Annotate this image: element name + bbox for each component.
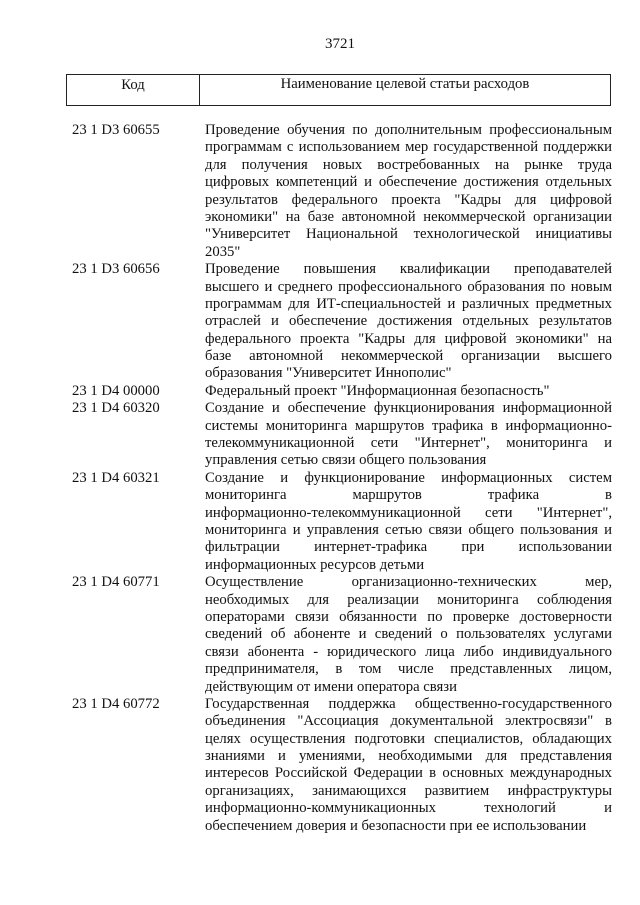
table-row xyxy=(66,696,612,835)
page-number: 3721 xyxy=(325,36,355,52)
row-description xyxy=(205,400,612,470)
table-row xyxy=(66,261,612,383)
description-line: для получения новых востребованных на рынке труда xyxy=(205,156,612,173)
row-code: 23 1 D4 60320 xyxy=(72,400,160,417)
row-description xyxy=(205,574,612,696)
description-line: информационно-телекоммуникационной сети "Интернет", xyxy=(205,504,612,521)
description-line: высшего и среднего профессионального образования по новым xyxy=(205,278,612,295)
description-line: фильтрации интернет-трафика при использовании xyxy=(205,539,612,556)
description-line: обеспечением доверия и безопасности при ее использовании xyxy=(205,817,587,834)
description-line: Проведение повышения квалификации преподавателей xyxy=(205,261,612,278)
description-line: "Университет Национальной технологической инициативы xyxy=(205,226,612,243)
description-line: информационных ресурсов детьми xyxy=(205,556,425,573)
table-row xyxy=(66,122,612,261)
description-line: федерального проекта "Кадры для цифровой экономики" на xyxy=(205,330,612,347)
row-description xyxy=(205,470,612,574)
row-code: 23 1 D4 00000 xyxy=(72,382,160,399)
description-line: экономики" на базе автономной некоммерческой организации xyxy=(205,208,612,225)
description-line: организациях, занимающихся развитием инфраструктуры xyxy=(205,782,612,799)
description-line: связи абонента - юридического лица либо индивидуального xyxy=(205,643,612,660)
description-line: интересов Российской Федерации в основных международных xyxy=(205,765,612,782)
description-line: Государственная поддержка общественно-государственного xyxy=(205,695,612,712)
table-row xyxy=(66,470,612,574)
description-line: необходимых для реализации мониторинга соблюдения xyxy=(205,591,612,608)
description-line: Федеральный проект "Информационная безопасность" xyxy=(205,382,550,399)
description-line: цифровых компетенций и обеспечение достижения отдельных xyxy=(205,174,612,191)
description-line: операторами связи обязанности по проверке достоверности xyxy=(205,608,612,625)
header-code-label: Код xyxy=(67,75,200,105)
row-description xyxy=(205,261,612,383)
row-code: 23 1 D4 60772 xyxy=(72,695,160,712)
table-row xyxy=(66,574,612,696)
description-line: базе автономной некоммерческой организации высшего xyxy=(205,348,612,365)
row-code: 23 1 D4 60321 xyxy=(72,469,160,486)
description-line: действующим от имени оператора связи xyxy=(205,678,457,695)
description-line: системы мониторинга маршрутов трафика в информационно- xyxy=(205,417,612,434)
table-row xyxy=(66,383,612,400)
description-line: образования "Университет Иннополис" xyxy=(205,365,452,382)
description-line: Осуществление организационно-технических мер, xyxy=(205,574,612,591)
description-line: управления сетью связи общего пользования xyxy=(205,452,487,469)
description-line: Проведение обучения по дополнительным профессиональным xyxy=(205,122,612,138)
description-line: сведений об абоненте и сведений о пользователях услугами xyxy=(205,626,612,643)
description-line: мониторинга и управления сетью связи общего пользования и xyxy=(205,521,612,538)
row-code: 23 1 D3 60655 xyxy=(72,122,160,138)
header-name-label: Наименование целевой статьи расходов xyxy=(280,76,530,92)
row-code: 23 1 D3 60656 xyxy=(72,261,160,278)
description-line: телекоммуникационной сети "Интернет", мониторинга и xyxy=(205,435,612,452)
description-line: программам для ИТ-специальностей и различных предметных xyxy=(205,295,612,312)
description-line: знаниями и умениями, необходимыми для представления xyxy=(205,748,612,765)
description-line: программам с использованием мер государственной поддержки xyxy=(205,139,612,156)
table-header xyxy=(66,74,611,106)
row-description xyxy=(205,383,612,400)
table-row xyxy=(66,400,612,470)
description-line: информационно-коммуникационных технологий и xyxy=(205,800,612,817)
row-code: 23 1 D4 60771 xyxy=(72,574,160,591)
description-line: Создание и функционирование информационных систем xyxy=(205,469,612,486)
description-line: 2035" xyxy=(205,243,241,260)
description-line: целях осуществления подготовки специалистов, обладающих xyxy=(205,730,612,747)
row-description xyxy=(205,696,612,835)
budget-items-table xyxy=(66,122,612,835)
description-line: отраслей и обеспечение достижения отдельных результатов xyxy=(205,313,612,330)
description-line: предпринимателя, в том числе представленных лицом, xyxy=(205,661,612,678)
row-description xyxy=(205,122,612,261)
description-line: объединения "Ассоциация документальной электросвязи" в xyxy=(205,713,612,730)
description-line: результатов федерального проекта "Кадры для цифровой xyxy=(205,191,612,208)
description-line: Создание и обеспечение функционирования информационной xyxy=(205,400,612,417)
description-line: мониторинга маршрутов трафика в xyxy=(205,487,612,504)
